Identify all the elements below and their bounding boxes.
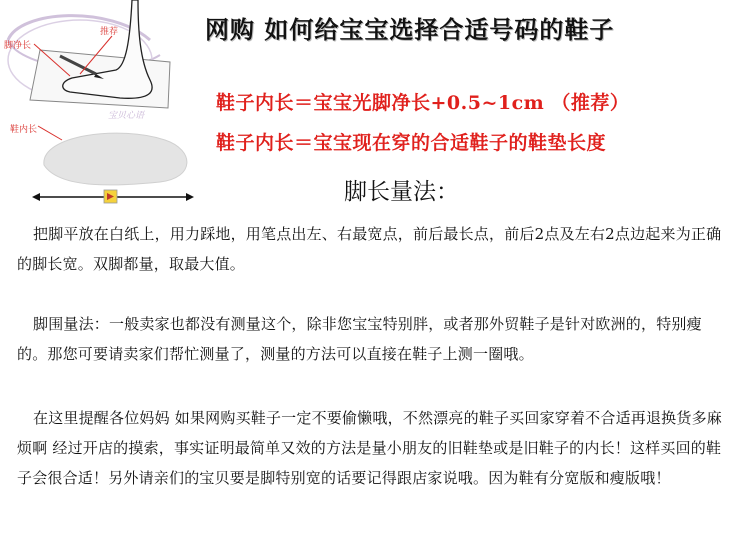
paragraph-foot-length: 把脚平放在白纸上，用力踩地，用笔点出左、右最宽点，前后最长点，前后2点及左右2点边起来为正确的脚长宽。双脚都量，取最大值。 — [17, 225, 722, 273]
recommended-label: 推荐 — [100, 27, 119, 37]
page-title: 网购 如何给宝宝选择合适号码的鞋子 — [205, 16, 615, 44]
foot-measure-illustration — [0, 0, 200, 210]
foot-length-label: 脚净长 — [4, 41, 32, 51]
insole-length-label: 鞋内长 — [10, 125, 38, 135]
measure-arrow — [32, 190, 194, 203]
paragraph-foot-girth: 脚围量法：一般卖家也都没有测量这个，除非您宝宝特别胖，或者那外贸鞋子是针对欧洲的，特别瘦的。那您可要请卖家们帮忙测量了，测量的方法可以直接在鞋子上测一圈哦。 — [17, 315, 702, 363]
section-heading: 脚长量法： — [344, 179, 459, 205]
paragraph-reminder: 在这里提醒各位妈妈 如果网购买鞋子一定不要偷懒哦，不然漂亮的鞋子买回家穿着不合适再退换货多麻烦啊 经过开店的摸索，事实证明最简单又效的方法是量小朋友的旧鞋垫或是旧鞋子的内长！这样买回的鞋子会很合适！另外请亲们的宝贝要是脚特别宽的话要记得跟店家说哦。因为鞋有分宽版和瘦版哦！ — [17, 409, 722, 487]
formula-recommended: 鞋子内长＝宝宝光脚净长+0.5~1cm （推荐） — [216, 92, 630, 114]
watermark-text: 宝贝心语 — [108, 111, 145, 121]
insole-shape — [44, 133, 187, 185]
formula-insole: 鞋子内长＝宝宝现在穿的合适鞋子的鞋垫长度 — [216, 132, 607, 154]
